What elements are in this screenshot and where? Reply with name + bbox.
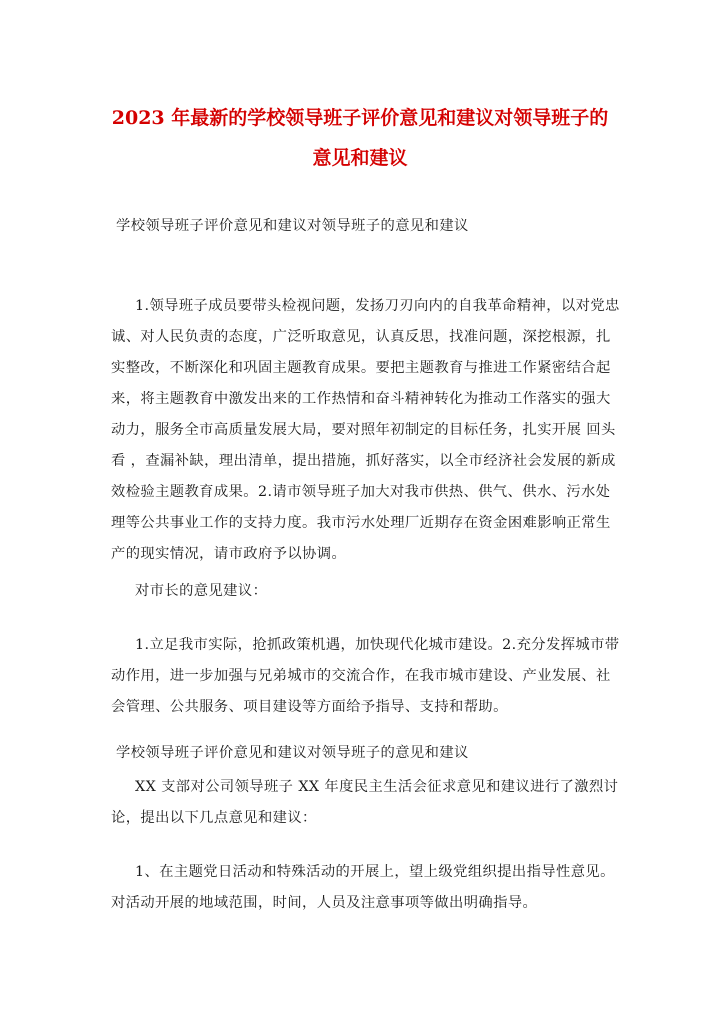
paragraph-line: 动力，服务全市高质量发展大局，要对照年初制定的目标任务，扎实开展 回头 — [111, 422, 616, 438]
paragraph-line: 理等公共事业工作的支持力度。我市污水处理厂近期存在资金困难影响正常生 — [111, 515, 611, 531]
paragraph-line: 1.领导班子成员要带头检视问题，发扬刀刃向内的自我革命精神，以对党忠 — [135, 298, 620, 314]
heading-mayor-suggestions — [135, 576, 635, 607]
paragraph-party-activities — [111, 857, 615, 919]
paragraph-line: XX 支部对公司领导班子 XX 年度民主生活会征求意见和建议进行了激烈讨 — [135, 779, 619, 795]
paragraph-line: 对活动开展的地域范围，时间，人员及注意事项等做出明确指导。 — [111, 895, 538, 911]
paragraph-line: 来，将主题教育中激发出来的工作热情和奋斗精神转化为推动工作落实的强大 — [111, 391, 611, 407]
document-title-line1: 2023 年最新的学校领导班子评价意见和建议对领导班子的 — [111, 107, 609, 129]
paragraph-line: 诚、对人民负责的态度，广泛听取意见，认真反思，找准问题，深挖根源，扎 — [111, 329, 611, 345]
paragraph-line: 1.立足我市实际，抢抓政策机遇，加快现代化城市建设。2.充分发挥城市带 — [135, 637, 620, 653]
paragraph-line: 效检验主题教育成果。2.请市领导班子加大对我市供热、供气、供水、污水处 — [111, 484, 611, 500]
paragraph-line: 看 ，查漏补缺，理出清单，提出措施，抓好落实，以全市经济社会发展的新成 — [111, 453, 616, 469]
section-subtitle-1 — [116, 211, 616, 242]
paragraph-line: 会管理、公共服务、项目建设等方面给予指导、支持和帮助。 — [111, 699, 508, 715]
paragraph-line: 动作用，进一步加强与兄弟城市的交流合作，在我市城市建设、产业发展、社 — [111, 668, 611, 684]
heading-text: 对市长的意见建议： — [135, 583, 268, 599]
section-subtitle-2 — [116, 738, 616, 769]
document-title-line2: 意见和建议 — [312, 147, 408, 169]
paragraph-branch-discussion — [111, 772, 619, 834]
paragraph-line: 1、在主题党日活动和特殊活动的开展上，望上级党组织提出指导性意见。 — [135, 864, 615, 880]
paragraph-leadership-requirements — [111, 291, 620, 570]
paragraph-line: 实整改，不断深化和巩固主题教育成果。要把主题教育与推进工作紧密结合起 — [111, 360, 611, 376]
subtitle-text: 学校领导班子评价意见和建议对领导班子的意见和建议 — [116, 218, 469, 234]
paragraph-line: 论，提出以下几点意见和建议： — [111, 810, 317, 826]
paragraph-line: 产的现实情况，请市政府予以协调。 — [111, 546, 347, 562]
paragraph-mayor-suggestions — [111, 630, 620, 723]
subtitle-text: 学校领导班子评价意见和建议对领导班子的意见和建议 — [116, 745, 469, 761]
